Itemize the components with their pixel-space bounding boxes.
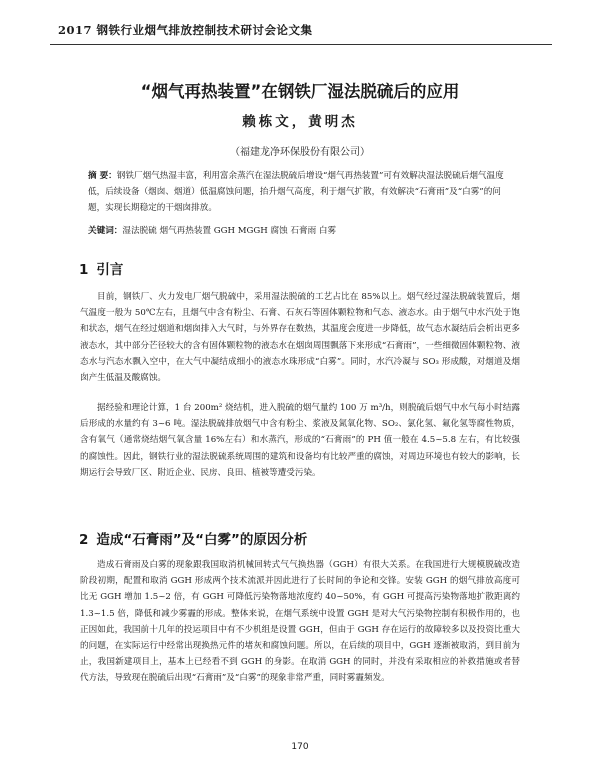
section-title: 引言	[96, 262, 124, 278]
paragraph: 据经验和理论计算，1 台 200m² 烧结机，进入脱硫的烟气量约 100 万 m³/h，则脱硫后烟气中水气每小时结露后形成的水量约有 3~6 吨。湿法脱硫排放烟气中含有粉尘、浆液及氮氧化物、SO₂、氯化氢、氟化氢等腐性物质，含有氧气（通常烧结烟气氧含量 16%左右）和水蒸汽，形成的“石膏雨”的 PH 值一般在 4.5~5.8 左右，有比较强的腐蚀性。因此，钢铁行业的湿法脱硫系统周围的建筑和设备均有比较严重的腐蚀，对周边环境也有较大的影响，长期运行会导致厂区、附近企业、民房、良田、植被等遭受污染。	[80, 403, 520, 478]
header-rule	[50, 44, 552, 45]
keywords-text: 湿法脱硫 烟气再热装置 GGH MGGH 腐蚀 石膏雨 白雾	[122, 226, 337, 236]
abstract	[88, 168, 518, 216]
keywords-label: 关键词：	[88, 226, 123, 236]
paper-title: “烟气再热装置”在钢铁厂湿法脱硫后的应用	[140, 82, 460, 101]
paragraph: 目前，钢铁厂、火力发电厂烟气脱硫中，采用湿法脱硫的工艺占比在 85%以上。烟气经过湿法脱硫装置后，烟气温度一般为 50℃左右，且烟气中含有粉尘、石膏、石灰石等固体颗粒物和气态、液态水。由于烟气中水汽处于饱和状态，烟气在经过烟道和烟囱排入大气时，与外界存在数热，其温度会度进一步降低，故气态水凝结后会析出更多液态水，其中部分芒径较大的含有固体颗粒物的液态水在烟囱周围飘落下来形成“石膏雨”，一些细微固体颗粒物、液态水与汽态水飘入空中，在大气中凝结成细小的液态水珠形成“白雾”。同时，水汽冷凝与 SO₃ 形成酸，对烟道及烟囱产生低温及酸腐蚀。	[80, 292, 520, 384]
section-heading-cause-analysis	[79, 528, 307, 548]
running-head: 2017 钢铁行业烟气排放控制技术研讨会论文集	[58, 23, 313, 37]
affiliation: （福建龙净环保股份有限公司）	[230, 147, 370, 158]
keywords	[88, 224, 518, 238]
abstract-text: 钢铁厂烟气热湿丰富，利用富余蒸汽在湿法脱硫后增设“烟气再热装置”可有效解决湿法脱硫后烟气温度低，后续设备（烟囱、烟道）低温腐蚀问题，抬升烟气高度，利于烟气扩散，有效解决“石膏雨”及“白雾”的问题，实现长期稳定的干烟囱排放。	[88, 171, 504, 213]
section-number: 1	[79, 262, 89, 278]
authors: 赖栋文，黄明杰	[242, 114, 358, 130]
page-number: 170	[291, 742, 309, 752]
section-heading-introduction	[79, 258, 123, 278]
paragraph: 造成石膏雨及白雾的现象跟我国取消机械回转式气气换热器（GGH）有很大关系。在我国进行大规模脱硫改造阶段初期，配置和取消 GGH 形成两个技术流派并因此进行了长时间的争论和交锋。安装 GGH 的烟气排放高度可比无 GGH 增加 1.5~2 倍，有 GGH 可降低污染物落地浓度约 40~50%，有 GGH 可提高污染物落地扩散距离约 1.3~1.5 倍，降低和减少雾霾的形成。整体来说，在烟气系统中设置 GGH 是对大气污染物控制有积极作用的，也正因如此，我国前十几年的投运项目中有不少机组是设置 GGH，但由于 GGH 存在运行的故障较多以及投资比重大的问题，在实际运行中经常出现换热元件的堵灰和腐蚀问题。所以，在后续的项目中，GGH 逐渐被取消，到目前为止，我国新建项目上，基本上已经看不到 GGH 的身影。在取消 GGH 的同时，并没有采取相应的补救措施或者替代方法，导致现在脱硫后出现“石膏雨”及“白雾”的现象非常严重，同时雾霾频发。	[80, 560, 520, 684]
abstract-label: 摘 要：	[88, 171, 117, 181]
section-title: 造成“石膏雨”及“白雾”的原因分析	[96, 532, 308, 548]
section-number: 2	[79, 532, 89, 548]
